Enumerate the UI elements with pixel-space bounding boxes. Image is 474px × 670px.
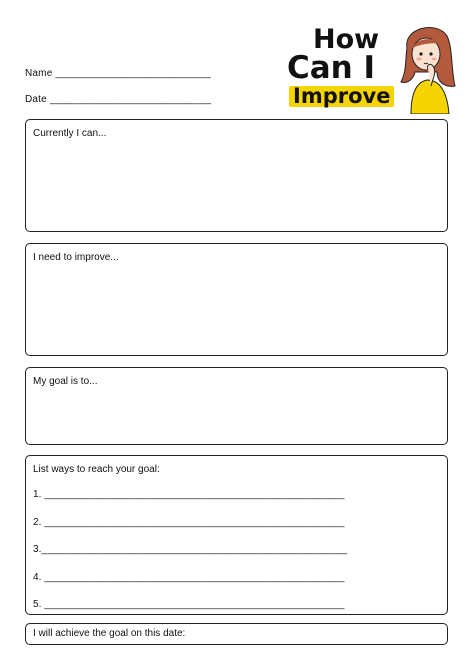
ways-heading: List ways to reach your goal: <box>33 464 160 475</box>
way-line-2[interactable]: 2. _____________________________________________________ <box>33 517 345 528</box>
way-line-5[interactable]: 5. _____________________________________________________ <box>33 599 345 610</box>
achieve-box[interactable] <box>25 623 448 645</box>
currently-label: Currently I can... <box>33 128 107 139</box>
title-block <box>285 22 465 114</box>
title-improve: Improve <box>293 84 391 108</box>
date-field[interactable]: Date ____________________________ <box>25 94 212 105</box>
currently-box[interactable] <box>25 119 448 232</box>
thinking-girl-illustration <box>393 22 463 114</box>
name-field[interactable]: Name ___________________________ <box>25 68 212 79</box>
way-line-4[interactable]: 4. _____________________________________________________ <box>33 572 345 583</box>
improve-box[interactable] <box>25 243 448 356</box>
way-line-1[interactable]: 1. _____________________________________________________ <box>33 489 345 500</box>
title-how: How <box>313 24 380 55</box>
title-can-i: Can I <box>287 50 376 86</box>
ways-box <box>25 455 448 615</box>
improve-label: I need to improve... <box>33 252 119 263</box>
title-improve-highlight <box>289 86 394 107</box>
achieve-label: I will achieve the goal on this date: <box>33 628 186 639</box>
way-line-3[interactable]: 3.______________________________________________________ <box>33 544 348 555</box>
goal-box[interactable] <box>25 367 448 445</box>
goal-label: My goal is to... <box>33 376 98 387</box>
